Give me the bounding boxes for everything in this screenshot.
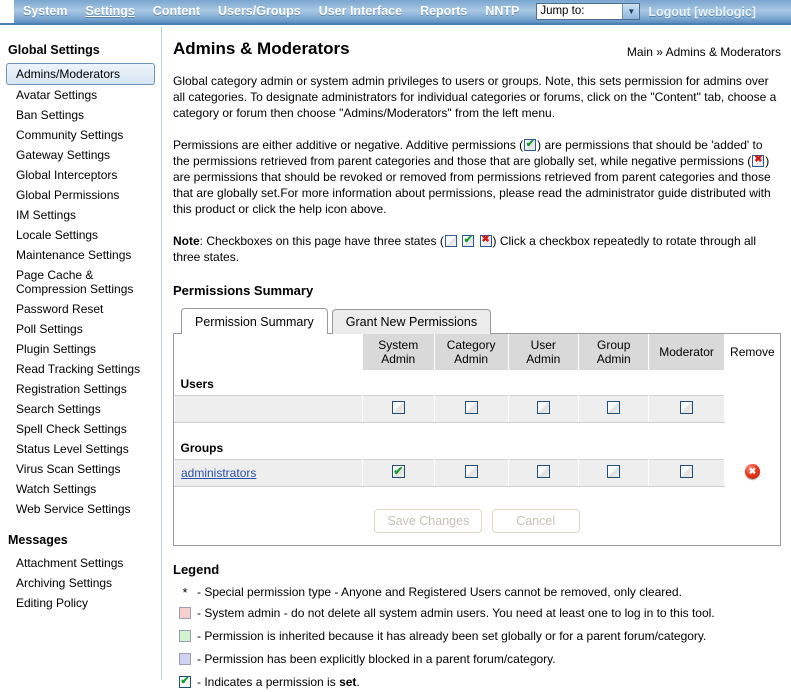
nav-item-user-interface[interactable]: User Interface: [318, 4, 403, 18]
permission-cell-user-admin: [508, 396, 578, 423]
table-header-user-admin: User Admin: [508, 334, 578, 371]
legend-row: [173, 606, 781, 623]
sidebar-item-archiving-settings[interactable]: Archiving Settings: [16, 576, 113, 590]
permissions-panel: [173, 333, 781, 546]
permission-cell-system-admin: [362, 460, 434, 487]
logout-link[interactable]: Logout [weblogic]: [648, 4, 756, 19]
top-navigation-items: [0, 0, 791, 23]
sidebar-item-admins-moderators[interactable]: Admins/Moderators: [6, 63, 155, 85]
legend-text: [197, 675, 781, 690]
top-navigation-bar: [0, 0, 791, 25]
permission-checkbox[interactable]: [607, 401, 620, 414]
sidebar-groups: [0, 39, 161, 613]
checked-state-checkbox-icon: [462, 235, 474, 247]
permissions-table: [174, 334, 780, 499]
form-actions: [174, 499, 780, 545]
tab-permission-summary[interactable]: Permission Summary: [181, 308, 328, 334]
sidebar-item-gateway-settings[interactable]: Gateway Settings: [16, 148, 111, 162]
note-paragraph: [173, 233, 781, 265]
sidebar-group-title: Messages: [8, 533, 68, 547]
legend-row: [173, 652, 781, 669]
sidebar-item-virus-scan-settings[interactable]: Virus Scan Settings: [16, 462, 121, 476]
row-name-cell: [175, 460, 363, 487]
sidebar: [0, 27, 162, 680]
sidebar-item-page-cache-compression-settings[interactable]: Page Cache & Compression Settings: [16, 268, 134, 296]
row-name-cell: [175, 396, 363, 423]
legend-color-swatch: [173, 652, 197, 669]
sidebar-item-password-reset[interactable]: Password Reset: [16, 302, 104, 316]
permissions-summary-title: Permissions Summary: [173, 283, 314, 298]
permission-cell-user-admin: [508, 460, 578, 487]
table-spacer-cell: [175, 423, 781, 436]
sidebar-group-title: Global Settings: [8, 43, 100, 57]
sidebar-item-registration-settings[interactable]: Registration Settings: [16, 382, 127, 396]
chevron-down-icon: ▼: [622, 4, 639, 19]
permission-cell-moderator: [649, 396, 724, 423]
sidebar-item-editing-policy[interactable]: Editing Policy: [16, 596, 89, 610]
page-header: [173, 39, 781, 59]
legend-text: - System admin - do not delete all system admin users. You need at least one to log in to this tool.: [197, 606, 715, 620]
additive-permission-checkbox-icon: [524, 139, 536, 151]
permission-checkbox[interactable]: [537, 465, 550, 478]
legend-swatch-icon: [179, 653, 191, 665]
permission-cell-group-admin: [578, 396, 648, 423]
legend-swatch-icon: [179, 630, 191, 642]
sidebar-item-attachment-settings[interactable]: Attachment Settings: [16, 556, 124, 570]
nav-item-reports[interactable]: Reports: [420, 4, 468, 18]
legend-text: - Permission has been explicitly blocked in a parent forum/category.: [197, 652, 556, 666]
sidebar-item-watch-settings[interactable]: Watch Settings: [16, 482, 97, 496]
permission-cell-category-admin: [434, 396, 508, 423]
intro-paragraph: Global category admin or system admin privileges to users or groups. Note, this sets permission for admins over all categories. To designate administrators for individual categories or forums, click on the "Content" tab, choose a category or forum then choose "Admins/Moderators" from the left menu.: [173, 74, 777, 120]
section-heading: Users: [175, 371, 781, 396]
permissions-explanation-paragraph: [173, 137, 781, 217]
legend-set-checkbox-icon: [179, 676, 191, 688]
permission-checkbox[interactable]: [465, 401, 478, 414]
table-header-group-admin: Group Admin: [578, 334, 648, 371]
breadcrumb: Main » Admins & Moderators: [626, 45, 781, 59]
group-link[interactable]: administrators: [181, 466, 257, 480]
nav-item-system[interactable]: System: [23, 4, 68, 18]
jump-to-value: Jump to:: [540, 5, 585, 17]
permission-cell-system-admin: [362, 396, 434, 423]
sidebar-item-status-level-settings[interactable]: Status Level Settings: [16, 442, 129, 456]
sidebar-item-web-service-settings[interactable]: Web Service Settings: [16, 502, 131, 516]
table-section-header: [175, 371, 781, 396]
legend: [173, 562, 781, 692]
table-header-moderator: Moderator: [649, 334, 724, 371]
sidebar-item-im-settings[interactable]: IM Settings: [16, 208, 77, 222]
permission-cell-group-admin: [578, 460, 648, 487]
legend-color-swatch: [173, 606, 197, 623]
nav-item-settings[interactable]: Settings: [85, 4, 135, 18]
table-header-name-column: [175, 334, 363, 371]
table-header-remove: Remove: [724, 334, 780, 371]
perm-text-part-1: Permissions are either additive or negative. Additive permissions (: [173, 138, 524, 152]
sidebar-item-poll-settings[interactable]: Poll Settings: [16, 322, 83, 336]
sidebar-item-global-interceptors[interactable]: Global Interceptors: [16, 168, 118, 182]
sidebar-group-spacer: [0, 519, 161, 529]
permissions-table-body: [175, 371, 781, 500]
save-changes-button[interactable]: Save Changes: [374, 509, 482, 533]
permission-checkbox[interactable]: [680, 401, 693, 414]
permission-checkbox[interactable]: [537, 401, 550, 414]
cancel-button[interactable]: Cancel: [492, 509, 580, 533]
note-text-part-1: : Checkboxes on this page have three states (: [199, 234, 444, 248]
legend-text: - Permission is inherited because it has already been set globally or for a parent forum/category.: [197, 629, 707, 643]
legend-text-part: - Indicates a permission is: [197, 675, 340, 689]
legend-row: [173, 585, 781, 600]
legend-text-tail: .: [356, 675, 360, 689]
legend-color-swatch: [173, 629, 197, 646]
sidebar-item-ban-settings[interactable]: Ban Settings: [16, 108, 85, 122]
table-section-header: [175, 435, 781, 460]
main-content: [163, 27, 791, 689]
legend-title: Legend: [173, 562, 220, 577]
permission-checkbox[interactable]: [465, 465, 478, 478]
legend-row: [173, 675, 781, 692]
table-header-category-admin: Category Admin: [434, 334, 508, 371]
legend-rows: [173, 585, 781, 692]
perm-text-part-2: ) are permissions that should be 'added' to the permissions retrieved from parent categories and those that are globally set, while negative permissions (: [173, 138, 763, 168]
table-row: [175, 460, 781, 487]
legend-checkbox-icon: [173, 675, 197, 692]
permission-checkbox[interactable]: [392, 401, 405, 414]
table-row: [175, 396, 781, 423]
permission-checkbox[interactable]: [607, 465, 620, 478]
perm-text-part-3: ) are permissions that should be revoked or removed from permissions retrieved from parent categories and those that are globally set.For more information about permissions, please read the administrator guide distributed with this product or click the help icon above.: [173, 154, 771, 216]
sidebar-item-global-permissions[interactable]: Global Permissions: [16, 188, 120, 202]
negative-permission-checkbox-icon: [752, 155, 764, 167]
remove-cell: [724, 396, 780, 423]
sidebar-item-read-tracking-settings[interactable]: Read Tracking Settings: [16, 362, 141, 376]
legend-row: [173, 629, 781, 646]
tab-grant-new-permissions[interactable]: Grant New Permissions: [332, 309, 491, 334]
sidebar-item-locale-settings[interactable]: Locale Settings: [16, 228, 99, 242]
nav-item-content[interactable]: Content: [152, 4, 201, 18]
legend-star-marker: *: [182, 585, 188, 600]
sidebar-item-search-settings[interactable]: Search Settings: [16, 402, 101, 416]
sidebar-item-plugin-settings[interactable]: Plugin Settings: [16, 342, 97, 356]
legend-text-emphasis: set: [339, 675, 357, 689]
nav-left-corner: [0, 0, 14, 23]
jump-to-select[interactable]: [536, 3, 640, 20]
sidebar-item-spell-check-settings[interactable]: Spell Check Settings: [16, 422, 127, 436]
permissions-table-head: [175, 334, 781, 371]
nav-item-users-groups[interactable]: Users/Groups: [218, 4, 301, 18]
permission-checkbox[interactable]: [392, 465, 405, 478]
nav-item-nntp[interactable]: NNTP: [485, 4, 520, 18]
table-spacer-cell: [175, 487, 781, 500]
sidebar-item-avatar-settings[interactable]: Avatar Settings: [16, 88, 98, 102]
note-label: Note: [173, 234, 200, 248]
remove-cell: [724, 460, 780, 487]
empty-state-checkbox-icon: [445, 235, 457, 247]
tab-bar: [181, 308, 781, 334]
permission-cell-category-admin: [434, 460, 508, 487]
sidebar-item-community-settings[interactable]: Community Settings: [16, 128, 124, 142]
note-text-part-2: ) Click a checkbox repeatedly to rotate through all three states.: [173, 234, 756, 264]
permission-cell-moderator: [649, 460, 724, 487]
permission-checkbox[interactable]: [680, 465, 693, 478]
table-spacer-row: [175, 487, 781, 500]
legend-text: - Special permission type - Anyone and Registered Users cannot be removed, only cleared.: [197, 585, 682, 599]
nav-items-host: [14, 0, 528, 23]
sidebar-item-maintenance-settings[interactable]: Maintenance Settings: [16, 248, 132, 262]
table-spacer-row: [175, 423, 781, 436]
table-header-system-admin: System Admin: [362, 334, 434, 371]
remove-icon[interactable]: [745, 464, 760, 479]
legend-swatch-icon: [179, 607, 191, 619]
blocked-state-checkbox-icon: [480, 235, 492, 247]
section-heading: Groups: [175, 435, 781, 460]
table-header-row: [175, 334, 781, 371]
page-title: Admins & Moderators: [173, 39, 350, 58]
